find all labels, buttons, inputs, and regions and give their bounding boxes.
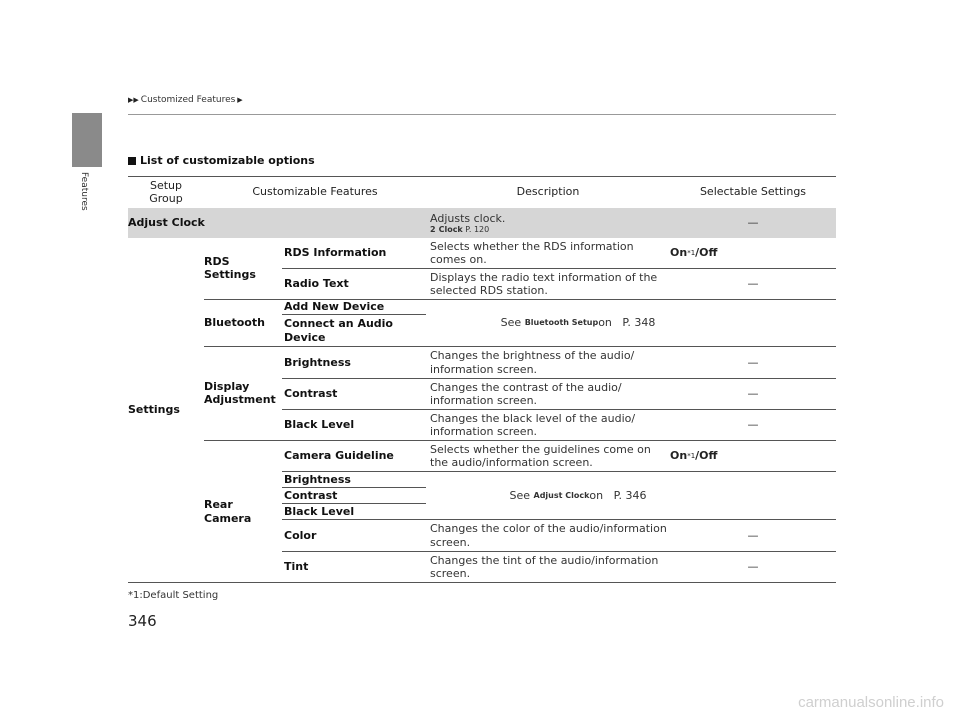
camera-tint-description: Changes the tint of the audio/information screen. [430,553,659,580]
camera-brightness-feature: Brightness [284,472,351,486]
watermark: carmanualsonline.info [798,694,944,711]
footnote: *1:Default Setting [128,590,219,601]
adjust-clock-reference[interactable]: See Adjust Clock on P. 346 [509,488,647,502]
clock-reference[interactable]: 2 Clock P. 120 [430,224,490,234]
header-customizable-features: Customizable Features [252,185,378,199]
breadcrumb-label[interactable]: Customized Features [140,95,236,105]
camera-black-level-feature: Black Level [284,504,355,518]
bluetooth-reference[interactable]: See Bluetooth Setup on P. 348 [500,316,656,330]
square-bullet-icon [128,157,136,165]
camera-guideline-setting: On *1 /Off [670,449,718,463]
radio-text-setting: — [747,277,759,291]
add-new-device-feature: Add New Device [284,300,385,314]
rds-information-description: Selects whether the RDS information comes on. [430,239,634,266]
triangle-right-icon: ▶ [237,96,243,104]
display-contrast-description: Changes the contrast of the audio/ information screen. [430,380,622,407]
camera-color-setting: — [747,528,759,542]
rds-information-setting: On *1 /Off [670,246,718,260]
sidebar-label: Features [79,172,89,211]
camera-guideline-description: Selects whether the guidelines come on the audio/information screen. [430,442,651,469]
display-black-level-setting: — [747,418,759,432]
display-contrast-feature: Contrast [284,387,338,401]
triangle-right-icon: ▶▶ [128,96,139,104]
camera-guideline-feature: Camera Guideline [284,449,394,463]
radio-text-feature: Radio Text [284,277,349,291]
display-brightness-description: Changes the brightness of the audio/ information screen. [430,349,635,376]
adjust-clock-description: Adjusts clock. 2 Clock P. 120 [430,211,506,234]
display-adjustment-label: Display Adjustment [204,379,276,406]
rear-camera-label: Rear Camera [204,498,252,525]
header-description: Description [516,185,580,199]
radio-text-description: Displays the radio text information of the selected RDS station. [430,270,658,297]
display-brightness-feature: Brightness [284,355,351,369]
table-bottom-rule [128,582,836,583]
header-divider [128,114,836,115]
double-arrow-icon: 2 [430,224,436,234]
camera-contrast-feature: Contrast [284,488,338,502]
display-black-level-feature: Black Level [284,418,355,432]
rds-settings-label: RDS Settings [204,254,256,281]
table-top-rule [128,176,836,177]
section-heading: List of customizable options [128,154,315,167]
display-black-level-description: Changes the black level of the audio/ information screen. [430,411,636,438]
group-settings: Settings [128,403,180,417]
header-selectable-settings: Selectable Settings [699,185,807,199]
section-tab [72,113,102,167]
page-number: 346 [128,612,157,630]
options-table [128,176,836,582]
camera-color-description: Changes the color of the audio/information screen. [430,522,667,549]
display-contrast-setting: — [747,387,759,401]
display-brightness-setting: — [747,355,759,369]
camera-tint-feature: Tint [284,560,309,574]
header-setup-group: Setup Group [149,178,183,205]
connect-audio-device-feature: Connect an Audio Device [284,317,393,344]
camera-color-feature: Color [284,528,317,542]
adjust-clock-label: Adjust Clock [128,216,205,230]
bluetooth-label: Bluetooth [204,316,265,330]
camera-tint-setting: — [747,560,759,574]
rds-information-feature: RDS Information [284,246,387,260]
breadcrumb [128,95,243,105]
adjust-clock-setting: — [747,216,759,230]
